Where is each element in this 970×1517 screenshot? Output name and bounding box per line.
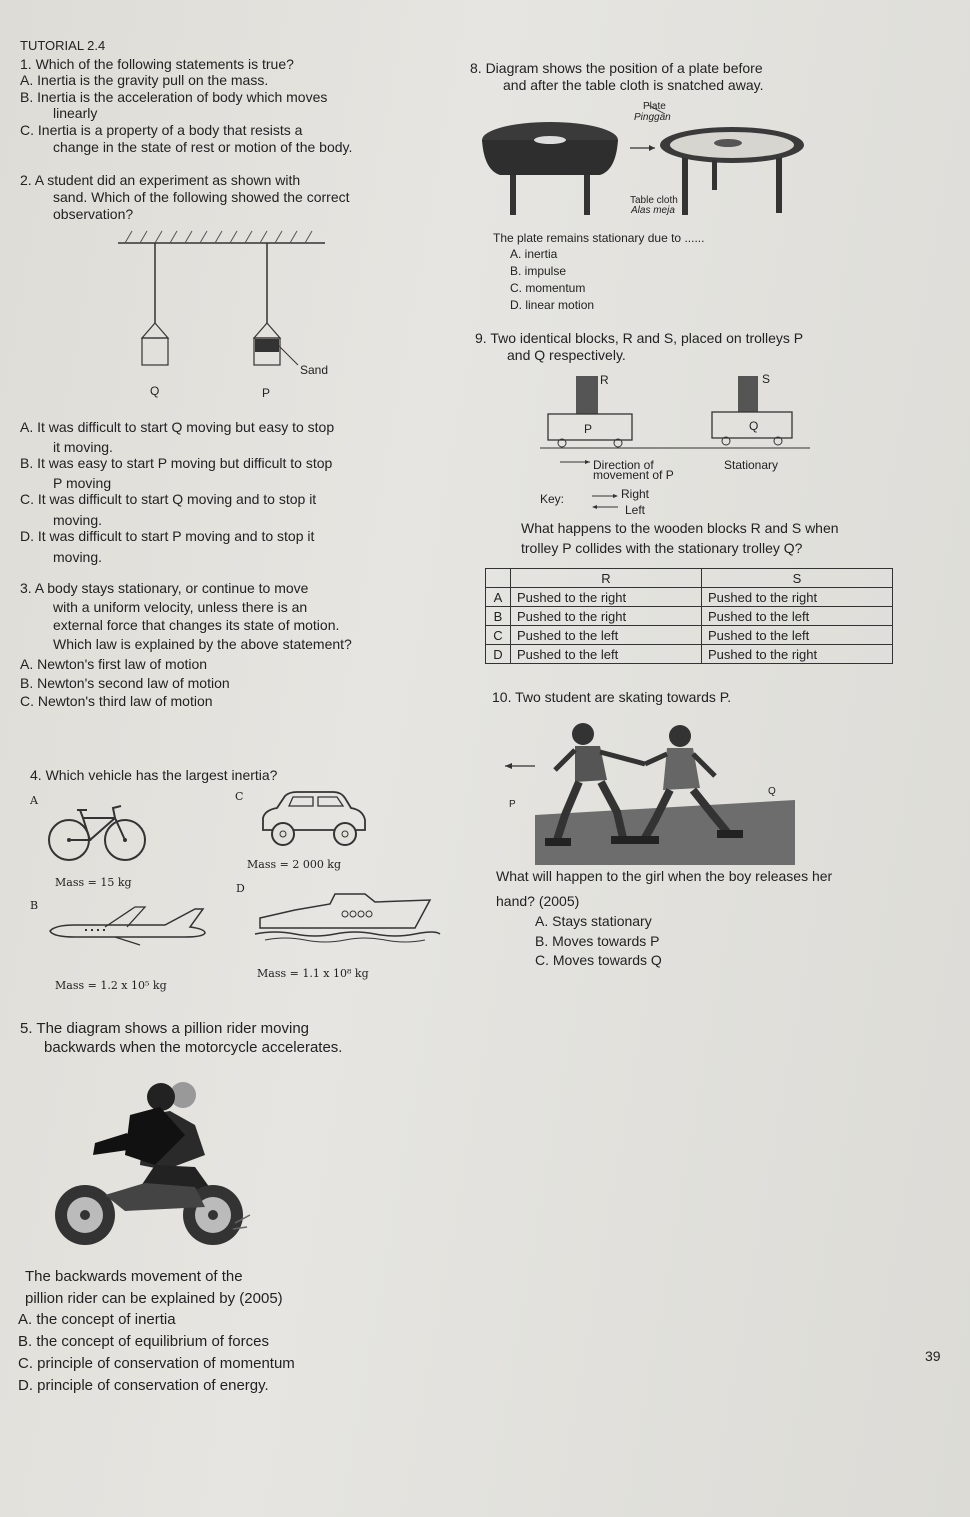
- q2-option-d: D. It was difficult to start P moving and to stop it: [20, 528, 315, 544]
- vehicle-b-mass: Mass = 1.2 x 10⁵ kg: [55, 979, 167, 992]
- alas-meja-label: Alas meja: [631, 205, 675, 216]
- vehicle-a-mass: Mass = 15 kg: [55, 876, 132, 889]
- direction-label-line1: Direction of: [593, 458, 654, 472]
- q10-option-c: C. Moves towards Q: [535, 952, 662, 968]
- vehicle-b-label: B: [30, 899, 39, 912]
- trolleys-diagram: [540, 370, 820, 465]
- block-r-label: R: [600, 373, 609, 387]
- table-corner-cell: [486, 569, 511, 588]
- q2-option-b-cont: P moving: [53, 475, 112, 491]
- skate-point-p-label: P: [509, 799, 516, 810]
- table-row: [486, 588, 893, 607]
- motorcycle-image: [45, 1075, 255, 1255]
- table-cloth-label: Table cloth: [630, 195, 678, 206]
- q3-option-b: B. Newton's second law of motion: [20, 675, 230, 691]
- table-row: [486, 645, 893, 664]
- q2-option-b: B. It was easy to start P moving but difficult to stop: [20, 455, 333, 471]
- row-key: C: [486, 626, 511, 645]
- q8-option-a: A. inertia: [510, 247, 558, 261]
- vehicle-d-mass: Mass = 1.1 x 10⁸ kg: [257, 967, 369, 980]
- q5-option-d: D. principle of conservation of energy.: [18, 1377, 269, 1394]
- q2-stem-line2: sand. Which of the following showed the correct: [53, 189, 350, 205]
- q9-stem-line2: and Q respectively.: [507, 347, 626, 363]
- q2-option-d-cont: moving.: [53, 549, 103, 565]
- row-key: B: [486, 607, 511, 626]
- key-label: Key:: [540, 492, 565, 506]
- pinggan-label: Pinggan: [634, 112, 671, 123]
- q8-caption: The plate remains stationary due to ......: [493, 231, 705, 245]
- ship-image: [255, 890, 440, 950]
- bucket-q-label: Q: [150, 384, 160, 398]
- q8-option-b: B. impulse: [510, 264, 567, 278]
- table-row: [486, 626, 893, 645]
- block-s-label: S: [762, 372, 771, 386]
- q5-option-b: B. the concept of equilibrium of forces: [18, 1333, 269, 1350]
- q9-answer-table: [485, 568, 893, 664]
- key-right-label: Right: [621, 487, 650, 501]
- q8-option-d: D. linear motion: [510, 298, 595, 312]
- q10-option-a: A. Stays stationary: [535, 913, 652, 929]
- stationary-label: Stationary: [724, 458, 779, 472]
- vehicle-d-label: D: [236, 882, 245, 895]
- q10-stem: 10. Two student are skating towards P.: [492, 689, 732, 705]
- table-header-row: [486, 569, 893, 588]
- q8-stem-line2: and after the table cloth is snatched away.: [503, 77, 764, 93]
- q1-option-a: A. Inertia is the gravity pull on the mass.: [20, 72, 269, 88]
- row-r-value: Pushed to the left: [511, 626, 702, 645]
- q5-stem-line1: 5. The diagram shows a pillion rider moving: [20, 1020, 310, 1037]
- q10-option-b: B. Moves towards P: [535, 933, 660, 949]
- page-number: 39: [925, 1348, 941, 1364]
- q1-option-c-cont: change in the state of rest or motion of the body.: [53, 139, 353, 155]
- q3-option-c: C. Newton's third law of motion: [20, 693, 213, 709]
- q9-question-line2: trolley P collides with the stationary trolley Q?: [521, 540, 803, 556]
- key-left-label: Left: [625, 503, 646, 517]
- vehicle-c-label: C: [235, 790, 244, 803]
- key-arrows: [592, 490, 622, 512]
- q5-option-a: A. the concept of inertia: [18, 1311, 176, 1328]
- vehicle-c-mass: Mass = 2 000 kg: [247, 858, 342, 871]
- row-s-value: Pushed to the left: [702, 626, 893, 645]
- q3-stem-line2: with a uniform velocity, unless there is an: [53, 599, 308, 615]
- q5-after-line2: pillion rider can be explained by (2005): [25, 1290, 283, 1307]
- q10-question-line1: What will happen to the girl when the boy releases her: [496, 868, 833, 884]
- row-s-value: Pushed to the right: [702, 645, 893, 664]
- q5-stem-line2: backwards when the motorcycle accelerates.: [44, 1039, 343, 1056]
- q5-option-c: C. principle of conservation of momentum: [18, 1355, 295, 1372]
- q3-stem-line4: Which law is explained by the above statement?: [53, 636, 352, 652]
- q10-question-line2: hand? (2005): [496, 893, 580, 909]
- q2-stem-line3: observation?: [53, 206, 134, 222]
- table-header-r: R: [511, 569, 702, 588]
- q2-stem-line1: 2. A student did an experiment as shown with: [20, 172, 301, 188]
- airplane-image: [45, 905, 210, 945]
- row-s-value: Pushed to the left: [702, 607, 893, 626]
- skate-point-q-label: Q: [768, 786, 776, 797]
- q9-question-line1: What happens to the wooden blocks R and S when: [521, 520, 839, 536]
- q2-option-c-cont: moving.: [53, 512, 103, 528]
- q2-option-a-cont: it moving.: [53, 439, 113, 455]
- table-row: [486, 607, 893, 626]
- row-key: D: [486, 645, 511, 664]
- q8-stem-line1: 8. Diagram shows the position of a plate before: [470, 60, 763, 76]
- bicycle-image: [45, 800, 150, 865]
- q1-option-b-cont: linearly: [53, 105, 98, 121]
- sand-label: Sand: [300, 363, 329, 377]
- table-header-s: S: [702, 569, 893, 588]
- q1-option-c: C. Inertia is a property of a body that resists a: [20, 122, 303, 138]
- row-r-value: Pushed to the right: [511, 588, 702, 607]
- direction-label-line2: movement of P: [593, 468, 674, 482]
- q1-stem: 1. Which of the following statements is true?: [20, 56, 294, 72]
- bucket-p-label: P: [262, 386, 271, 400]
- car-image: [255, 790, 370, 850]
- plate-label: Plate: [643, 101, 666, 112]
- q2-option-c: C. It was difficult to start Q moving and to stop it: [20, 491, 317, 507]
- row-key: A: [486, 588, 511, 607]
- row-s-value: Pushed to the right: [702, 588, 893, 607]
- trolley-q-label: Q: [749, 419, 759, 433]
- trolley-p-label: P: [584, 422, 593, 436]
- q8-option-c: C. momentum: [510, 281, 586, 295]
- q3-stem-line3: external force that changes its state of motion.: [53, 617, 340, 633]
- q1-option-b: B. Inertia is the acceleration of body which moves: [20, 89, 328, 105]
- worksheet-title: TUTORIAL 2.4: [20, 38, 106, 53]
- q5-after-line1: The backwards movement of the: [25, 1268, 243, 1285]
- q9-stem-line1: 9. Two identical blocks, R and S, placed on trolleys P: [475, 330, 804, 346]
- q3-option-a: A. Newton's first law of motion: [20, 656, 208, 672]
- q3-stem-line1: 3. A body stays stationary, or continue to move: [20, 580, 309, 596]
- row-r-value: Pushed to the left: [511, 645, 702, 664]
- q4-stem: 4. Which vehicle has the largest inertia?: [30, 767, 278, 783]
- vehicle-a-label: A: [30, 794, 38, 807]
- row-r-value: Pushed to the right: [511, 607, 702, 626]
- skaters-image: [505, 720, 795, 865]
- q2-option-a: A. It was difficult to start Q moving but easy to stop: [20, 419, 335, 435]
